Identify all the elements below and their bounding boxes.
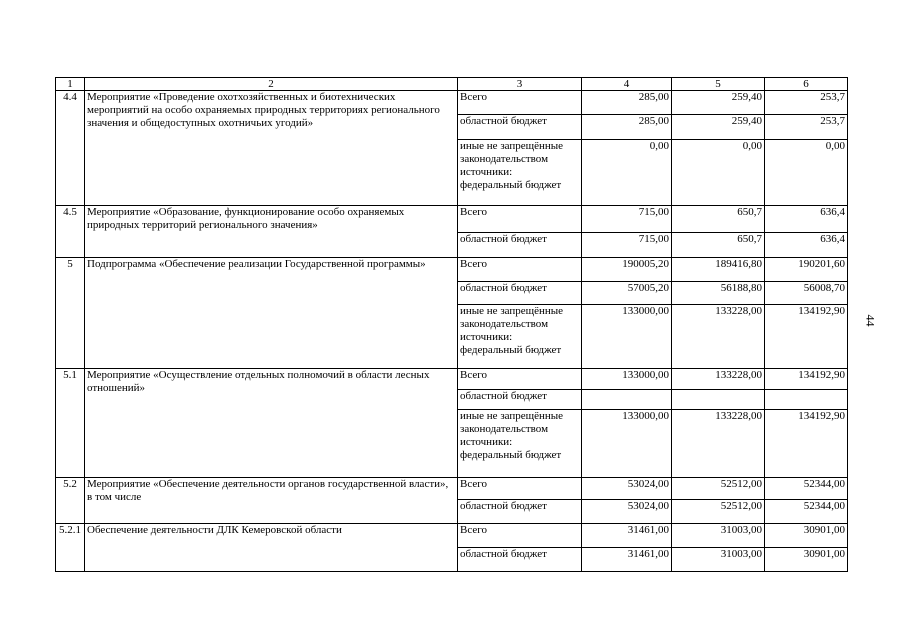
table-row bbox=[56, 206, 848, 233]
funding-source bbox=[458, 305, 582, 369]
funding-source: областной бюджет bbox=[458, 390, 582, 410]
value-cell: 52344,00 bbox=[765, 478, 848, 500]
value-cell: 53024,00 bbox=[582, 500, 672, 524]
value-cell: 650,7 bbox=[672, 233, 765, 258]
column-number: 5 bbox=[672, 78, 765, 91]
value-cell: 650,7 bbox=[672, 206, 765, 233]
value-cell: 133228,00 bbox=[672, 305, 765, 369]
funding-source: областной бюджет bbox=[458, 282, 582, 305]
row-number: 4.4 bbox=[56, 91, 85, 206]
funding-source-line: источники: bbox=[460, 436, 513, 448]
table-row bbox=[56, 369, 848, 390]
funding-source-line: федеральный бюджет bbox=[460, 179, 562, 191]
value-cell: 56188,80 bbox=[672, 282, 765, 305]
value-cell: 52512,00 bbox=[672, 500, 765, 524]
row-number: 5.2.1 bbox=[56, 524, 85, 572]
value-cell: 285,00 bbox=[582, 91, 672, 115]
value-cell: 253,7 bbox=[765, 115, 848, 140]
value-cell: 715,00 bbox=[582, 233, 672, 258]
value-cell: 133000,00 bbox=[582, 410, 672, 478]
row-number: 5 bbox=[56, 258, 85, 369]
row-description: Мероприятие «Обеспечение деятельности органов государственной власти», в том числе bbox=[85, 478, 458, 524]
value-cell: 31461,00 bbox=[582, 524, 672, 548]
value-cell: 259,40 bbox=[672, 115, 765, 140]
column-number: 4 bbox=[582, 78, 672, 91]
funding-source: областной бюджет bbox=[458, 115, 582, 140]
page-number: 44 bbox=[863, 314, 878, 327]
row-number: 5.2 bbox=[56, 478, 85, 524]
value-cell: 636,4 bbox=[765, 233, 848, 258]
funding-source-line: законодательством bbox=[460, 318, 549, 330]
funding-source: Всего bbox=[458, 258, 582, 282]
table-row bbox=[56, 478, 848, 500]
value-cell: 285,00 bbox=[582, 115, 672, 140]
value-cell: 133228,00 bbox=[672, 410, 765, 478]
value-cell: 134192,90 bbox=[765, 369, 848, 390]
value-cell: 30901,00 bbox=[765, 524, 848, 548]
column-numbers-row bbox=[56, 78, 848, 91]
column-number: 3 bbox=[458, 78, 582, 91]
column-number: 1 bbox=[56, 78, 85, 91]
funding-source bbox=[458, 410, 582, 478]
funding-source-line: источники: bbox=[460, 166, 513, 178]
value-cell: 133228,00 bbox=[672, 369, 765, 390]
funding-source-line: законодательством bbox=[460, 153, 549, 165]
value-cell: 190201,60 bbox=[765, 258, 848, 282]
value-cell bbox=[582, 390, 672, 410]
value-cell: 133000,00 bbox=[582, 305, 672, 369]
funding-source-line: иные не запрещённые bbox=[460, 305, 564, 317]
value-cell: 31003,00 bbox=[672, 524, 765, 548]
value-cell: 56008,70 bbox=[765, 282, 848, 305]
value-cell: 636,4 bbox=[765, 206, 848, 233]
funding-source: Всего bbox=[458, 369, 582, 390]
funding-source-line: федеральный бюджет bbox=[460, 449, 562, 461]
value-cell: 31003,00 bbox=[672, 548, 765, 572]
value-cell: 715,00 bbox=[582, 206, 672, 233]
funding-source: областной бюджет bbox=[458, 548, 582, 572]
value-cell: 134192,90 bbox=[765, 410, 848, 478]
column-number: 6 bbox=[765, 78, 848, 91]
funding-source-line: законодательством bbox=[460, 423, 549, 435]
table-row bbox=[56, 258, 848, 282]
funding-source-line: источники: bbox=[460, 331, 513, 343]
funding-source: областной бюджет bbox=[458, 233, 582, 258]
column-number: 2 bbox=[85, 78, 458, 91]
value-cell: 189416,80 bbox=[672, 258, 765, 282]
funding-source: Всего bbox=[458, 478, 582, 500]
value-cell: 253,7 bbox=[765, 91, 848, 115]
value-cell: 133000,00 bbox=[582, 369, 672, 390]
table-row bbox=[56, 524, 848, 548]
row-description: Мероприятие «Осуществление отдельных полномочий в области лесных отношений» bbox=[85, 369, 458, 478]
value-cell: 52512,00 bbox=[672, 478, 765, 500]
value-cell bbox=[672, 390, 765, 410]
row-number: 5.1 bbox=[56, 369, 85, 478]
funding-source: Всего bbox=[458, 524, 582, 548]
funding-source: Всего bbox=[458, 206, 582, 233]
funding-source-line: федеральный бюджет bbox=[460, 344, 562, 356]
funding-source: областной бюджет bbox=[458, 500, 582, 524]
row-number: 4.5 bbox=[56, 206, 85, 258]
value-cell: 259,40 bbox=[672, 91, 765, 115]
row-description: Подпрограмма «Обеспечение реализации Государственной программы» bbox=[85, 258, 458, 369]
funding-source-line: иные не запрещённые bbox=[460, 140, 564, 152]
value-cell: 134192,90 bbox=[765, 305, 848, 369]
row-description: Мероприятие «Проведение охотхозяйственных и биотехнических мероприятий на особо охраняемых природных территориях регионального значения и общедоступных охотничьих угодий» bbox=[85, 91, 458, 206]
value-cell: 53024,00 bbox=[582, 478, 672, 500]
value-cell bbox=[765, 390, 848, 410]
funding-source bbox=[458, 140, 582, 206]
value-cell: 31461,00 bbox=[582, 548, 672, 572]
value-cell: 0,00 bbox=[765, 140, 848, 206]
value-cell: 57005,20 bbox=[582, 282, 672, 305]
value-cell: 52344,00 bbox=[765, 500, 848, 524]
value-cell: 0,00 bbox=[582, 140, 672, 206]
value-cell: 30901,00 bbox=[765, 548, 848, 572]
row-description: Мероприятие «Образование, функционирование особо охраняемых природных территорий регионального значения» bbox=[85, 206, 458, 258]
budget-table bbox=[55, 77, 848, 572]
value-cell: 0,00 bbox=[672, 140, 765, 206]
table-row bbox=[56, 91, 848, 115]
funding-source: Всего bbox=[458, 91, 582, 115]
value-cell: 190005,20 bbox=[582, 258, 672, 282]
funding-source-line: иные не запрещённые bbox=[460, 410, 564, 422]
row-description: Обеспечение деятельности ДЛК Кемеровской области bbox=[85, 524, 458, 572]
